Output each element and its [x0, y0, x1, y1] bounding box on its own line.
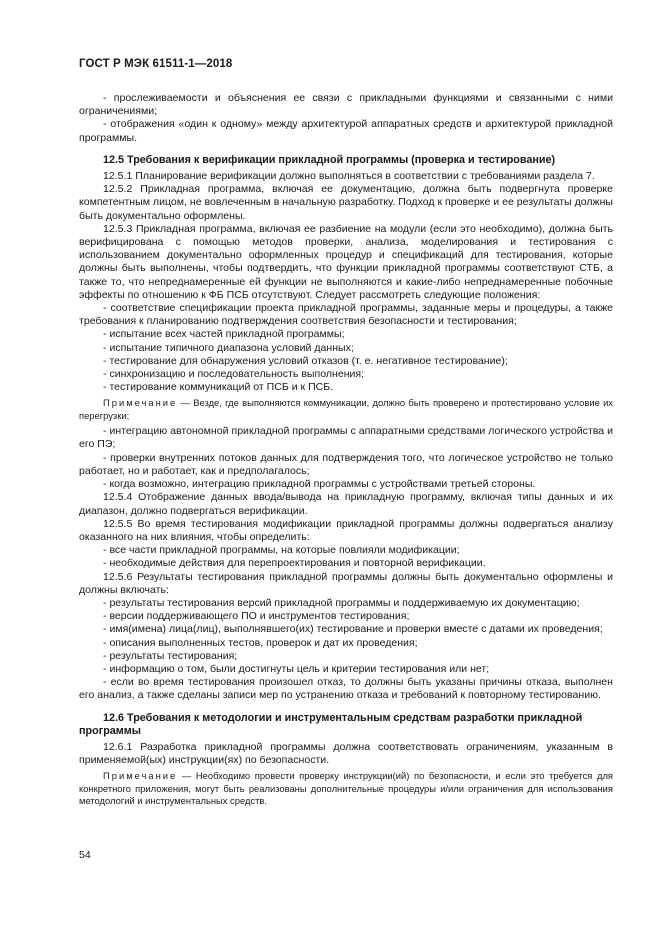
body-paragraph: - синхронизацию и последовательность выполнения; — [103, 368, 365, 381]
section-heading: 12.6 Требования к методологии и инструментальным средствам разработки прикладной программы — [79, 711, 583, 737]
note-label: Примечание — [103, 397, 178, 409]
section-heading: 12.5 Требования к верификации прикладной программы (проверка и тестирование) — [103, 153, 556, 166]
body-paragraph: - результаты тестирования; — [103, 649, 238, 662]
body-paragraph: - версии поддерживающего ПО и инструментов тестирования; — [103, 610, 410, 623]
body-paragraph: - необходимые действия для перепроектирования и повторной верификации. — [103, 557, 486, 570]
body-paragraph: - отображения «один к одному» между архитектурой аппаратных средств и архитектурой прикладной программы. — [79, 118, 613, 144]
note-paragraph — [79, 397, 613, 422]
body-paragraph: 12.5.5 Во время тестирования модификации прикладной программы должны подвергаться анализу оказанного на них влияния, чтобы определить: — [79, 517, 613, 543]
document-body — [79, 92, 613, 811]
body-paragraph: 12.5.3 Прикладная программа, включая ее разбиение на модули (если это необходимо), должна быть верифицирована с помощью методов проверки, анализа, моделирования и тестирования с использованием документально оформленных процедур и спецификаций для тестирования, которые должны быть выполнены, чтобы подтвердить, что функции прикладной программы соответствуют СТБ, а также то, что непреднамеренные ей функции не выполняются и какие-либо непреднамеренные побочные эффекты по отношению к ФБ ПСБ отсутствуют. Следует рассмотреть следующие положения: — [79, 222, 613, 301]
note-text: — Необходимо провести проверку инструкции(ий) по безопасности, и если это требуется для конкретного приложения, могут быть реализованы дополнительные процедуры и/или ограничения для использования методологий и инструментальных средств. — [79, 770, 613, 807]
body-paragraph: 12.5.4 Отображение данных ввода/вывода на прикладную программу, включая типы данных и их диапазон, должно подвергаться верификации. — [79, 491, 613, 517]
body-paragraph: - интеграцию автономной прикладной программы с аппаратными средствами логического устройства и его ПЭ; — [79, 425, 613, 451]
body-paragraph: - когда возможно, интеграцию прикладной программы с устройствами третьей стороны. — [103, 478, 536, 491]
document-header: ГОСТ Р МЭК 61511-1—2018 — [79, 58, 233, 70]
body-paragraph: - тестирование коммуникаций от ПСБ и к ПСБ. — [103, 381, 334, 394]
body-paragraph: - испытание всех частей прикладной программы; — [103, 328, 345, 341]
body-paragraph: 12.5.2 Прикладная программа, включая ее документацию, должна быть подвергнута проверке компетентным лицом, не вовлеченным в начальную разработку. Подход к проверке и ее результаты должны быть документально оформлены. — [79, 183, 613, 222]
body-paragraph: 12.5.6 Результаты тестирования прикладной программы должны быть документально оформлены и должны включать: — [79, 570, 613, 596]
note-text: — Везде, где выполняются коммуникации, должно быть проверено и протестировано условие их перегрузки; — [79, 397, 613, 421]
body-paragraph: - если во время тестирования произошел отказ, то должны быть указаны причины отказа, выполнен его анализ, а также сделаны записи мер по устранению отказа и требований к повторному тестированию. — [79, 676, 613, 702]
body-paragraph: - тестирование для обнаружения условий отказов (т. е. негативное тестирование); — [103, 354, 508, 367]
note-paragraph — [79, 770, 613, 807]
body-paragraph: - описания выполненных тестов, проверок и дат их проведения; — [103, 636, 418, 649]
body-paragraph: - информацию о том, были достигнуты цель и критерии тестирования или нет; — [103, 662, 490, 675]
note-label: Примечание — [103, 770, 178, 782]
body-paragraph: 12.6.1 Разработка прикладной программы должна соответствовать ограничениям, указанным в применяемой(ых) инструкции(ях) по безопасности. — [79, 740, 613, 767]
body-paragraph: - проверки внутренних потоков данных для подтверждения того, что логическое устройство не только работает, но и работает, как и предполагалось; — [79, 451, 613, 477]
body-paragraph: - прослеживаемости и объяснения ее связи с прикладными функциями и связанными с ними ограничениями; — [79, 92, 613, 118]
body-paragraph: - результаты тестирования версий прикладной программы и поддерживаемую их документацию; — [103, 596, 580, 609]
body-paragraph: 12.5.1 Планирование верификации должно выполняться в соответствии с требованиями раздела 7. — [103, 170, 595, 183]
body-paragraph: - имя(имена) лица(лиц), выполнявшего(их) тестирование и проверки вместе с датами их проведения; — [103, 623, 603, 636]
body-paragraph: - соответствие спецификации проекта прикладной программы, заданные меры и процедуры, а также требования к планированию подтверждения соответствия безопасности и тестирования; — [79, 302, 613, 328]
body-paragraph: - все части прикладной программы, на которые повлияли модификации; — [103, 544, 460, 557]
body-paragraph: - испытание типичного диапазона условий данных; — [103, 341, 354, 354]
page-number: 54 — [79, 849, 91, 861]
